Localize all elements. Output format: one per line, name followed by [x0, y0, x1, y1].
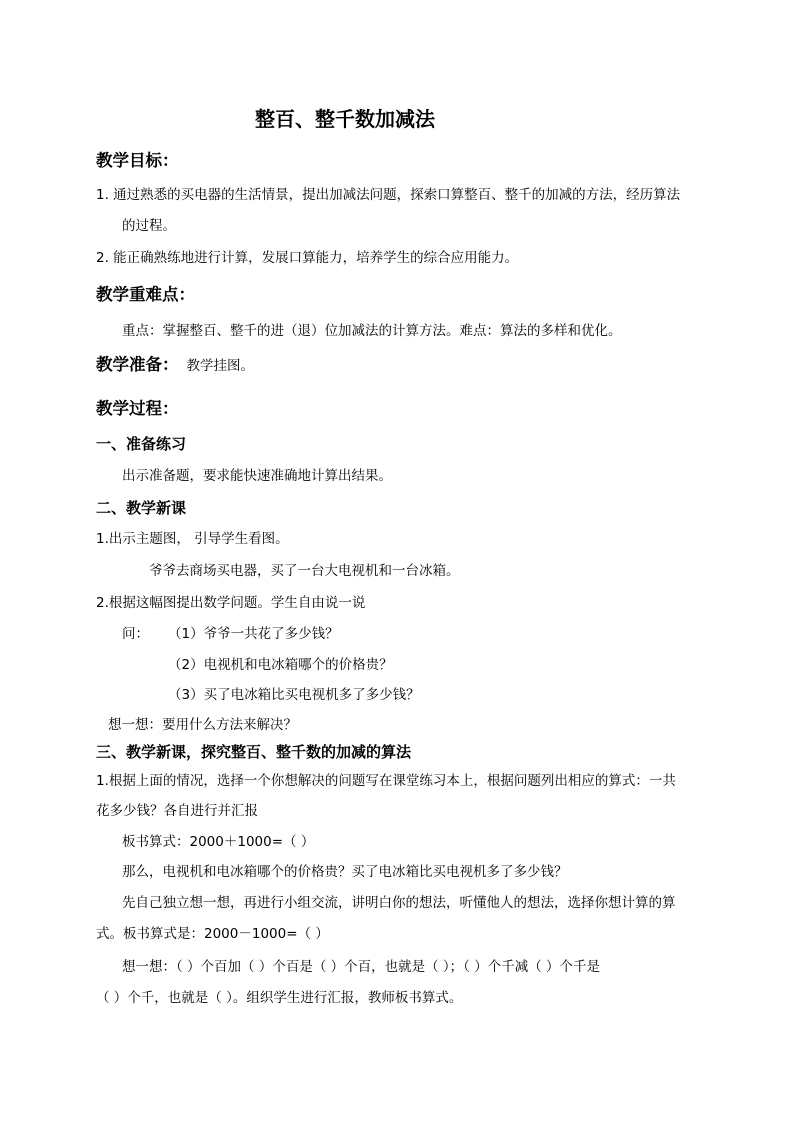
key-points-heading: 教学重难点：	[96, 285, 195, 304]
objective-item-1: 1. 通过熟悉的买电器的生活情景，提出加减法问题，探索口算整百、整千的加减的方法，经历算法	[96, 187, 681, 203]
question-3: （3）买了电冰箱比买电视机多了多少钱？	[168, 687, 420, 703]
key-points-text: 重点：掌握整百、整千的进（退）位加减法的计算方法。难点：算法的多样和优化。	[122, 323, 622, 339]
section-3-paragraph-3-continued: 式。板书算式是：2000－1000=（ ）	[96, 926, 329, 942]
section-3-paragraph-2: 那么，电视机和电冰箱哪个的价格贵？买了电冰箱比买电视机多了多少钱？	[122, 864, 568, 880]
objective-item-2: 2. 能正确熟练地进行计算，发展口算能力，培养学生的综合应用能力。	[96, 250, 519, 266]
think-prompt: 想一想：要用什么方法来解决？	[108, 717, 297, 733]
preparation-row	[96, 356, 254, 375]
section-2-heading: 二、教学新课	[96, 499, 187, 517]
preparation-text: 教学挂图。	[186, 358, 254, 374]
section-3-heading: 三、教学新课，探究整百、整千数的加减的算法	[96, 743, 412, 761]
section-3-paragraph-4-continued: （ ）个千，也就是（ ）。组织学生进行汇报，教师板书算式。	[96, 990, 463, 1006]
section-3-paragraph-1: 1.根据上面的情况，选择一个你想解决的问题写在课堂练习本上，根据问题列出相应的算式：一共	[96, 773, 676, 789]
section-3-paragraph-1-continued: 花多少钱？各自进行并汇报	[96, 803, 258, 819]
section-1-heading: 一、准备练习	[96, 435, 187, 453]
section-3-paragraph-4: 想一想：（ ）个百加（ ）个百是（ ）个百，也就是（ ）；（ ）个千减（ ）个千是	[122, 959, 600, 975]
question-1: （1）爷爷一共花了多少钱？	[168, 626, 339, 642]
board-equation-1: 板书算式：2000＋1000=（ ）	[122, 834, 315, 850]
page-title: 整百、整千数加减法	[255, 107, 435, 131]
preparation-heading: 教学准备：	[96, 355, 179, 374]
section-1-text: 出示准备题，要求能快速准确地计算出结果。	[122, 468, 392, 484]
question-2: （2）电视机和电冰箱哪个的价格贵？	[168, 657, 393, 673]
question-label: 问：	[122, 626, 149, 642]
section-2-step-1-detail: 爷爷去商场买电器，买了一台大电视机和一台冰箱。	[149, 563, 460, 579]
objectives-heading: 教学目标：	[96, 151, 179, 170]
objective-item-1-continued: 的过程。	[122, 218, 176, 234]
process-heading: 教学过程：	[96, 399, 179, 418]
section-3-paragraph-3: 先自己独立想一想，再进行小组交流，讲明白你的想法，听懂他人的想法，选择你想计算的算	[122, 895, 676, 911]
section-2-step-1: 1.出示主题图， 引导学生看图。	[96, 531, 289, 547]
section-2-step-2: 2.根据这幅图提出数学问题。学生自由说一说	[96, 595, 366, 611]
